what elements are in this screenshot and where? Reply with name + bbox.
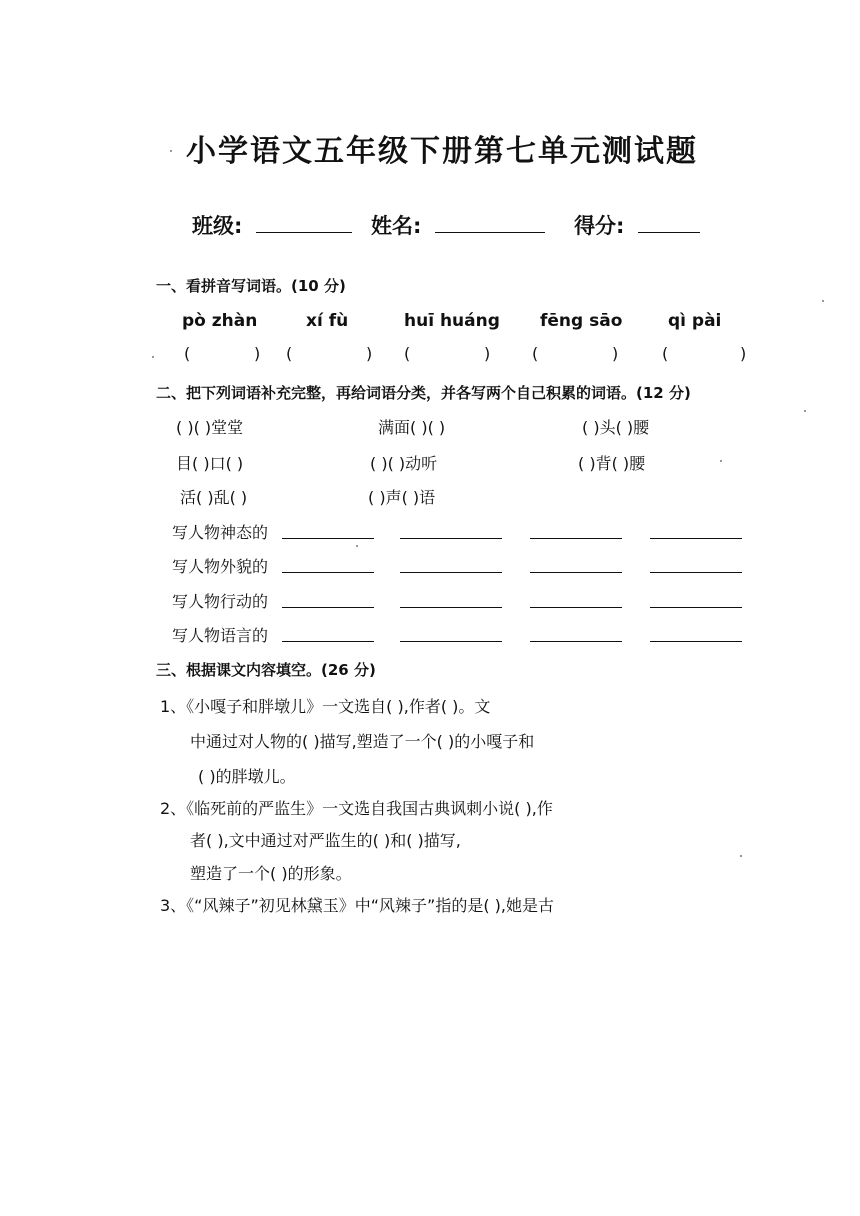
category-blank[interactable] xyxy=(530,607,622,608)
idiom-1-2: 满面( )( ) xyxy=(378,418,446,437)
section-2-heading: 二、把下列词语补充完整，再给词语分类，并各写两个自己积累的词语。(12 分) xyxy=(156,384,691,402)
question-2-line-2: 者( ),文中通过对严监生的( )和( )描写, xyxy=(190,831,461,850)
section-1-heading: 一、看拼音写词语。(10 分) xyxy=(156,277,346,295)
scan-speck xyxy=(740,855,742,857)
idiom-1-3: ( )头( )腰 xyxy=(582,418,650,437)
answer-box-4-close: ) xyxy=(612,344,619,363)
scan-speck xyxy=(822,300,824,302)
pinyin-3: huī huáng xyxy=(404,311,500,331)
name-blank[interactable] xyxy=(435,212,545,233)
question-1-line-1: 1、《小嘎子和胖墩儿》一文选自( ),作者( )。文 xyxy=(160,697,491,716)
category-blank[interactable] xyxy=(400,641,502,642)
answer-box-1-close: ) xyxy=(254,344,261,363)
scan-speck xyxy=(804,410,806,412)
question-2-line-3: 塑造了一个( )的形象。 xyxy=(190,864,352,883)
answer-box-3-open: ( xyxy=(404,344,411,363)
page-title: 小学语文五年级下册第七单元测试题 xyxy=(186,134,698,169)
category-blank[interactable] xyxy=(530,572,622,573)
answer-box-2-close: ) xyxy=(366,344,373,363)
answer-box-3-close: ) xyxy=(484,344,491,363)
pinyin-5: qì pài xyxy=(668,311,722,331)
idiom-2-2: ( )( )动听 xyxy=(370,454,438,473)
category-label-appearance: 写人物外貌的 xyxy=(172,557,269,576)
name-label: 姓名: xyxy=(371,214,422,238)
scan-speck xyxy=(170,150,172,152)
category-blank[interactable] xyxy=(650,572,742,573)
category-blank[interactable] xyxy=(400,607,502,608)
pinyin-4: fēng sāo xyxy=(540,311,623,331)
category-label-expression: 写人物神态的 xyxy=(172,523,269,542)
category-blank[interactable] xyxy=(400,572,502,573)
class-blank[interactable] xyxy=(256,212,352,233)
class-label: 班级: xyxy=(192,214,243,238)
category-blank[interactable] xyxy=(400,538,502,539)
answer-box-2-open: ( xyxy=(286,344,293,363)
pinyin-1: pò zhàn xyxy=(182,311,258,331)
score-label: 得分: xyxy=(574,214,625,238)
idiom-3-2: ( )声( )语 xyxy=(368,488,436,507)
answer-box-5-close: ) xyxy=(740,344,747,363)
question-2-line-1: 2、《临死前的严监生》一文选自我国古典讽刺小说( ),作 xyxy=(160,799,553,818)
answer-box-5-open: ( xyxy=(662,344,669,363)
question-3-line-1: 3、《“风辣子”初见林黛玉》中“风辣子”指的是( ),她是古 xyxy=(160,896,554,915)
question-1-line-2: 中通过对人物的( )描写,塑造了一个( )的小嘎子和 xyxy=(190,732,535,751)
pinyin-2: xí fù xyxy=(306,311,349,331)
category-label-speech: 写人物语言的 xyxy=(172,626,269,645)
category-blank[interactable] xyxy=(282,641,374,642)
question-1-line-3: ( )的胖墩儿。 xyxy=(198,767,296,786)
idiom-3-1: 活( )乱( ) xyxy=(180,488,248,507)
section-3-heading: 三、根据课文内容填空。(26 分) xyxy=(156,661,376,679)
category-blank[interactable] xyxy=(650,538,742,539)
scan-speck xyxy=(152,356,154,358)
category-blank[interactable] xyxy=(650,641,742,642)
category-blank[interactable] xyxy=(530,641,622,642)
idiom-2-1: 目( )口( ) xyxy=(176,454,244,473)
category-blank[interactable] xyxy=(282,572,374,573)
answer-box-1-open: ( xyxy=(184,344,191,363)
category-label-action: 写人物行动的 xyxy=(172,592,269,611)
scan-speck xyxy=(356,545,358,547)
category-blank[interactable] xyxy=(282,538,374,539)
category-blank[interactable] xyxy=(530,538,622,539)
idiom-1-1: ( )( )堂堂 xyxy=(176,418,244,437)
answer-box-4-open: ( xyxy=(532,344,539,363)
idiom-2-3: ( )背( )腰 xyxy=(578,454,646,473)
category-blank[interactable] xyxy=(650,607,742,608)
scan-speck xyxy=(720,460,722,462)
info-line xyxy=(192,210,700,240)
score-blank[interactable] xyxy=(638,212,700,233)
category-blank[interactable] xyxy=(282,607,374,608)
